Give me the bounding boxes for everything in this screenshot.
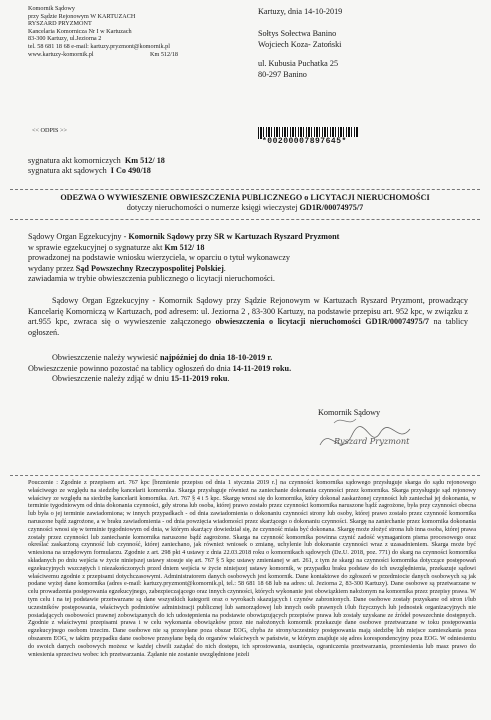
post-deadline: Obwieszczenie należy wywiesić najpóźniej do dnia 18-10-2019 r. [52,353,273,362]
recipient-line: 80-297 Banino [258,70,307,79]
intro-line: wydany przez Sąd Powszechny Rzeczypospolitej Polskiej. [28,263,226,273]
body-paragraph: Sądowy Organ Egzekucyjny - Komornik Sądowy przy Sądzie Rejonowym w Kartuzach Ryszard Pryzmont, prowadzący Kancelarię Komorniczą w Kartuzach, pod adresem: ul. Jeziorna 2 , 83-300 Kartuzy, na podstawie przepisu art. 952 kpc, w związku z art.955 kpc, zwraca się o wywieszenie załączonego obwieszczenia o licytacji nieruchomości GD1R/00074975/7 na tablicy ogłoszeń. [28,296,469,337]
signature-scribble [300,405,420,465]
recipient-line: ul. Kubusia Puchatka 25 [258,59,339,68]
barcode-number: *00200007897645* [262,137,362,146]
intro-line: w sprawie egzekucyjnej o sygnaturze akt Km 512/ 18 [28,242,205,252]
notice-title-main: ODEZWA O WYWIESZENIE OBWIESZCZENIA PUBLICZNEGO o LICYTACJI NIERUCHOMOŚCI [60,193,430,202]
sadowa-signature: sygnatura akt sądowych I Co 490/18 [28,166,151,175]
recipient-line [258,50,341,58]
legal-instructions: Pouczenie : Zgodnie z przepisem art. 767 kpc [brzmienie przepisu od dnia 1 stycznia 2019 r.] na czynności komornika sądowego przysługuje skarga do sądu rejonowego właściwego ze względu na siedzibę kancelarii komornika. Skarga przysługuje również na zaniechanie dokonania czynności przez komornika. Skarga przysługuje sąd rejonowy właściwy ze względu na siedzibę kancelarii komornika. Art. 767 § 4 i 5 kpc. Skargę wnosi się do komornika, który dokonał zaskarżonej czynności lub zaniechał jej dokonania, w terminie tygodniowym od dnia dokonania czynności, gdy strona lub osoba, której prawo zostało przez czynności komornika naruszone bądź zagrożone, była przy czynności obecna lub była o jej terminie zawiadomiona; w innych przypadkach - od dnia zawiadomienia o dokonaniu czynności strony lub osoby, której prawo zostało przez czynność komornika naruszone bądź zagrożone, a w braku zawiadomienia - od dnia powzięcia wiadomości przez skarżącego o dokonaniu czynności. Skargę na zaniechanie przez komornika dokonania czynności wnosi się w terminie tygodniowym od dnia, w którym skarżący dowiedział się, że czynność miała być dokonana. Skargę może złożyć strona lub inna osoba, której prawa zostały przez czynności lub zaniechanie komornika naruszone bądź zagrożone. Skarga na czynność komornika powinna czynić zadość wymaganiom pisma procesowego oraz określać zaskarżoną czynność lub czynność, której zaniechano, jak również wniosek o zmianę, uchylenie lub dokonanie czynności wraz z uzasadnieniem. Skarga może być wniesiona na urzędowym formularzu. Zgodnie z art. 298 pkt 4 ustawy z dnia 22.03.2018 roku o komornikach sądowych (Dz.U. 2018, poz. 771) do skarg na czynności komornika składanych po dniu wejścia w życie niniejszej ustawy stosuje się art. 767 § 5 kpc ustawy zmienianej w art. 261, z tym że skargi na czynności komornika dotyczące postępowań egzekucyjnych wszczętych i niezakończonych przed dniem wejścia w życie niniejszej ustawy komornik, w przypadku braku podstaw do ich uwzględnienia, przekazuje sądowi właściwemu zgodnie z przepisami dotychczasowymi. Administratorem danych osobowych jest komornik. Dane kontaktowe do zgłoszeń w przedmiocie danych osobowych są jak podane wyżej dane komornika (adres e-mail: kartuzy.pryzmont@komornik.pl, tel.: 58 681 18 68 lub na adres: ul. Jeziorna 2, 83-300 Kartuzy). Dane osobowe są przetwarzane w celu prowadzenia postępowania egzekucyjnego, zabezpieczającego oraz innych czynności, których wykonanie jest obowiązkiem nałożonym na komornika przez przepisy prawa. W tym celu i na tej podstawie przetwarzane są dane wszystkich kategorii oraz o wyrokach skazujących i czynów zabronionych. Dane osobowe zostały pozyskane od stron i/lub uczestników postępowania, właściwych podmiotów administracji publicznej lub samorządowej lub innych osób prawnych i/lub fizycznych lub jednostek organizacyjnych nie posiadających osobowości prawnej zobowiązanych do ich udostępnienia na podstawie obowiązujących przepisów prawa lub zostały uzyskane ze źródeł powszechnie dostępnych. Zgodnie z właściwymi przepisami prawa i w celu wykonania obowiązków przez nie nałożonych komornik przekazuje dane osobowe przetwarzane w toku postępowania egzekucyjnego osobom trzecim. Dane osobowe nie są przesyłane poza obszar EOG, chyba że strony/uczestnicy postępowania mają siedzibę lub miejsce zamieszkania poza obszarem EOG, w takim przypadku dane osobowe przesyłane będą do organów właściwych w państwie, w którym znajduje się adres korespondencyjny poza EOG. W odniesieniu do swoich danych osobowych możesz w każdej chwili zażądać do nich dostępu, ich sprostowania, usunięcia, ograniczenia przetwarzania, przeniesienia lub masz prawo do wniesienia sprzeciwu wobec ich przetwarzania. Żądanie nie zostanie uwzględnione jeżeli [28,479,476,658]
intro-line: zawiadamia w trybie obwieszczenia publicznego o licytacji nieruchomości. [28,274,275,284]
bailiff-role: Komornik Sądowy [318,408,381,417]
divider [10,189,480,190]
office-line: RYSZARD PRYZMONT [28,20,92,28]
komornicza-signature: sygnatura akt komorniczych Km 512/ 18 [28,156,165,165]
dates-block [28,353,468,385]
recipient-line: Wojciech Koza- Zatoński [258,40,342,49]
office-line: Kancelaria Komornicza Nr I w Kartuzach [28,27,132,35]
divider [10,219,480,220]
office-line: przy Sądzie Rejonowym W KARTUZACH [28,12,136,20]
intro-line: prowadzonej na podstawie wniosku wierzyciela, w oparciu o tytuł wykonawczy [28,253,290,263]
case-signatures [28,156,165,176]
office-line: Komornik Sądowy [28,5,75,12]
notice-title [10,193,480,213]
intro-block [28,232,468,285]
odpis-label: << ODPIS >> [32,127,67,134]
recipient-line: Sołtys Sołectwa Banino [258,29,337,38]
intro-line: Sądowy Organ Egzekucyjny - Komornik Sądowy przy SR w Kartuzach Ryszard Pryzmont [28,232,340,241]
office-line: www.kartuzy-komornik.pl [28,50,94,58]
place-date: Kartuzy, dnia 14-10-2019 [258,7,343,16]
divider [10,475,480,476]
office-line: tel. 58 681 18 68 e-mail: kartuzy.pryzmont@komornik.pl [28,42,170,50]
remove-date: Obwieszczenie należy zdjąć w dniu 15-11-2019 roku. [52,374,230,384]
recipient-address [258,28,341,80]
bailiff-name: Ryszard Pryzmont [334,436,410,446]
office-line: 83-300 Kartuzy, ul.Jeziorna 2 [28,35,102,43]
office-header [28,5,238,58]
keep-until: Obwieszczenie powinno pozostać na tablicy ogłoszeń do dnia 14-11-2019 roku. [28,363,292,373]
office-case-number: Km 512/18 [150,50,179,58]
notice-title-sub: dotyczy nieruchomości o numerze księgi wieczystej GD1R/00074975/7 [126,203,364,212]
